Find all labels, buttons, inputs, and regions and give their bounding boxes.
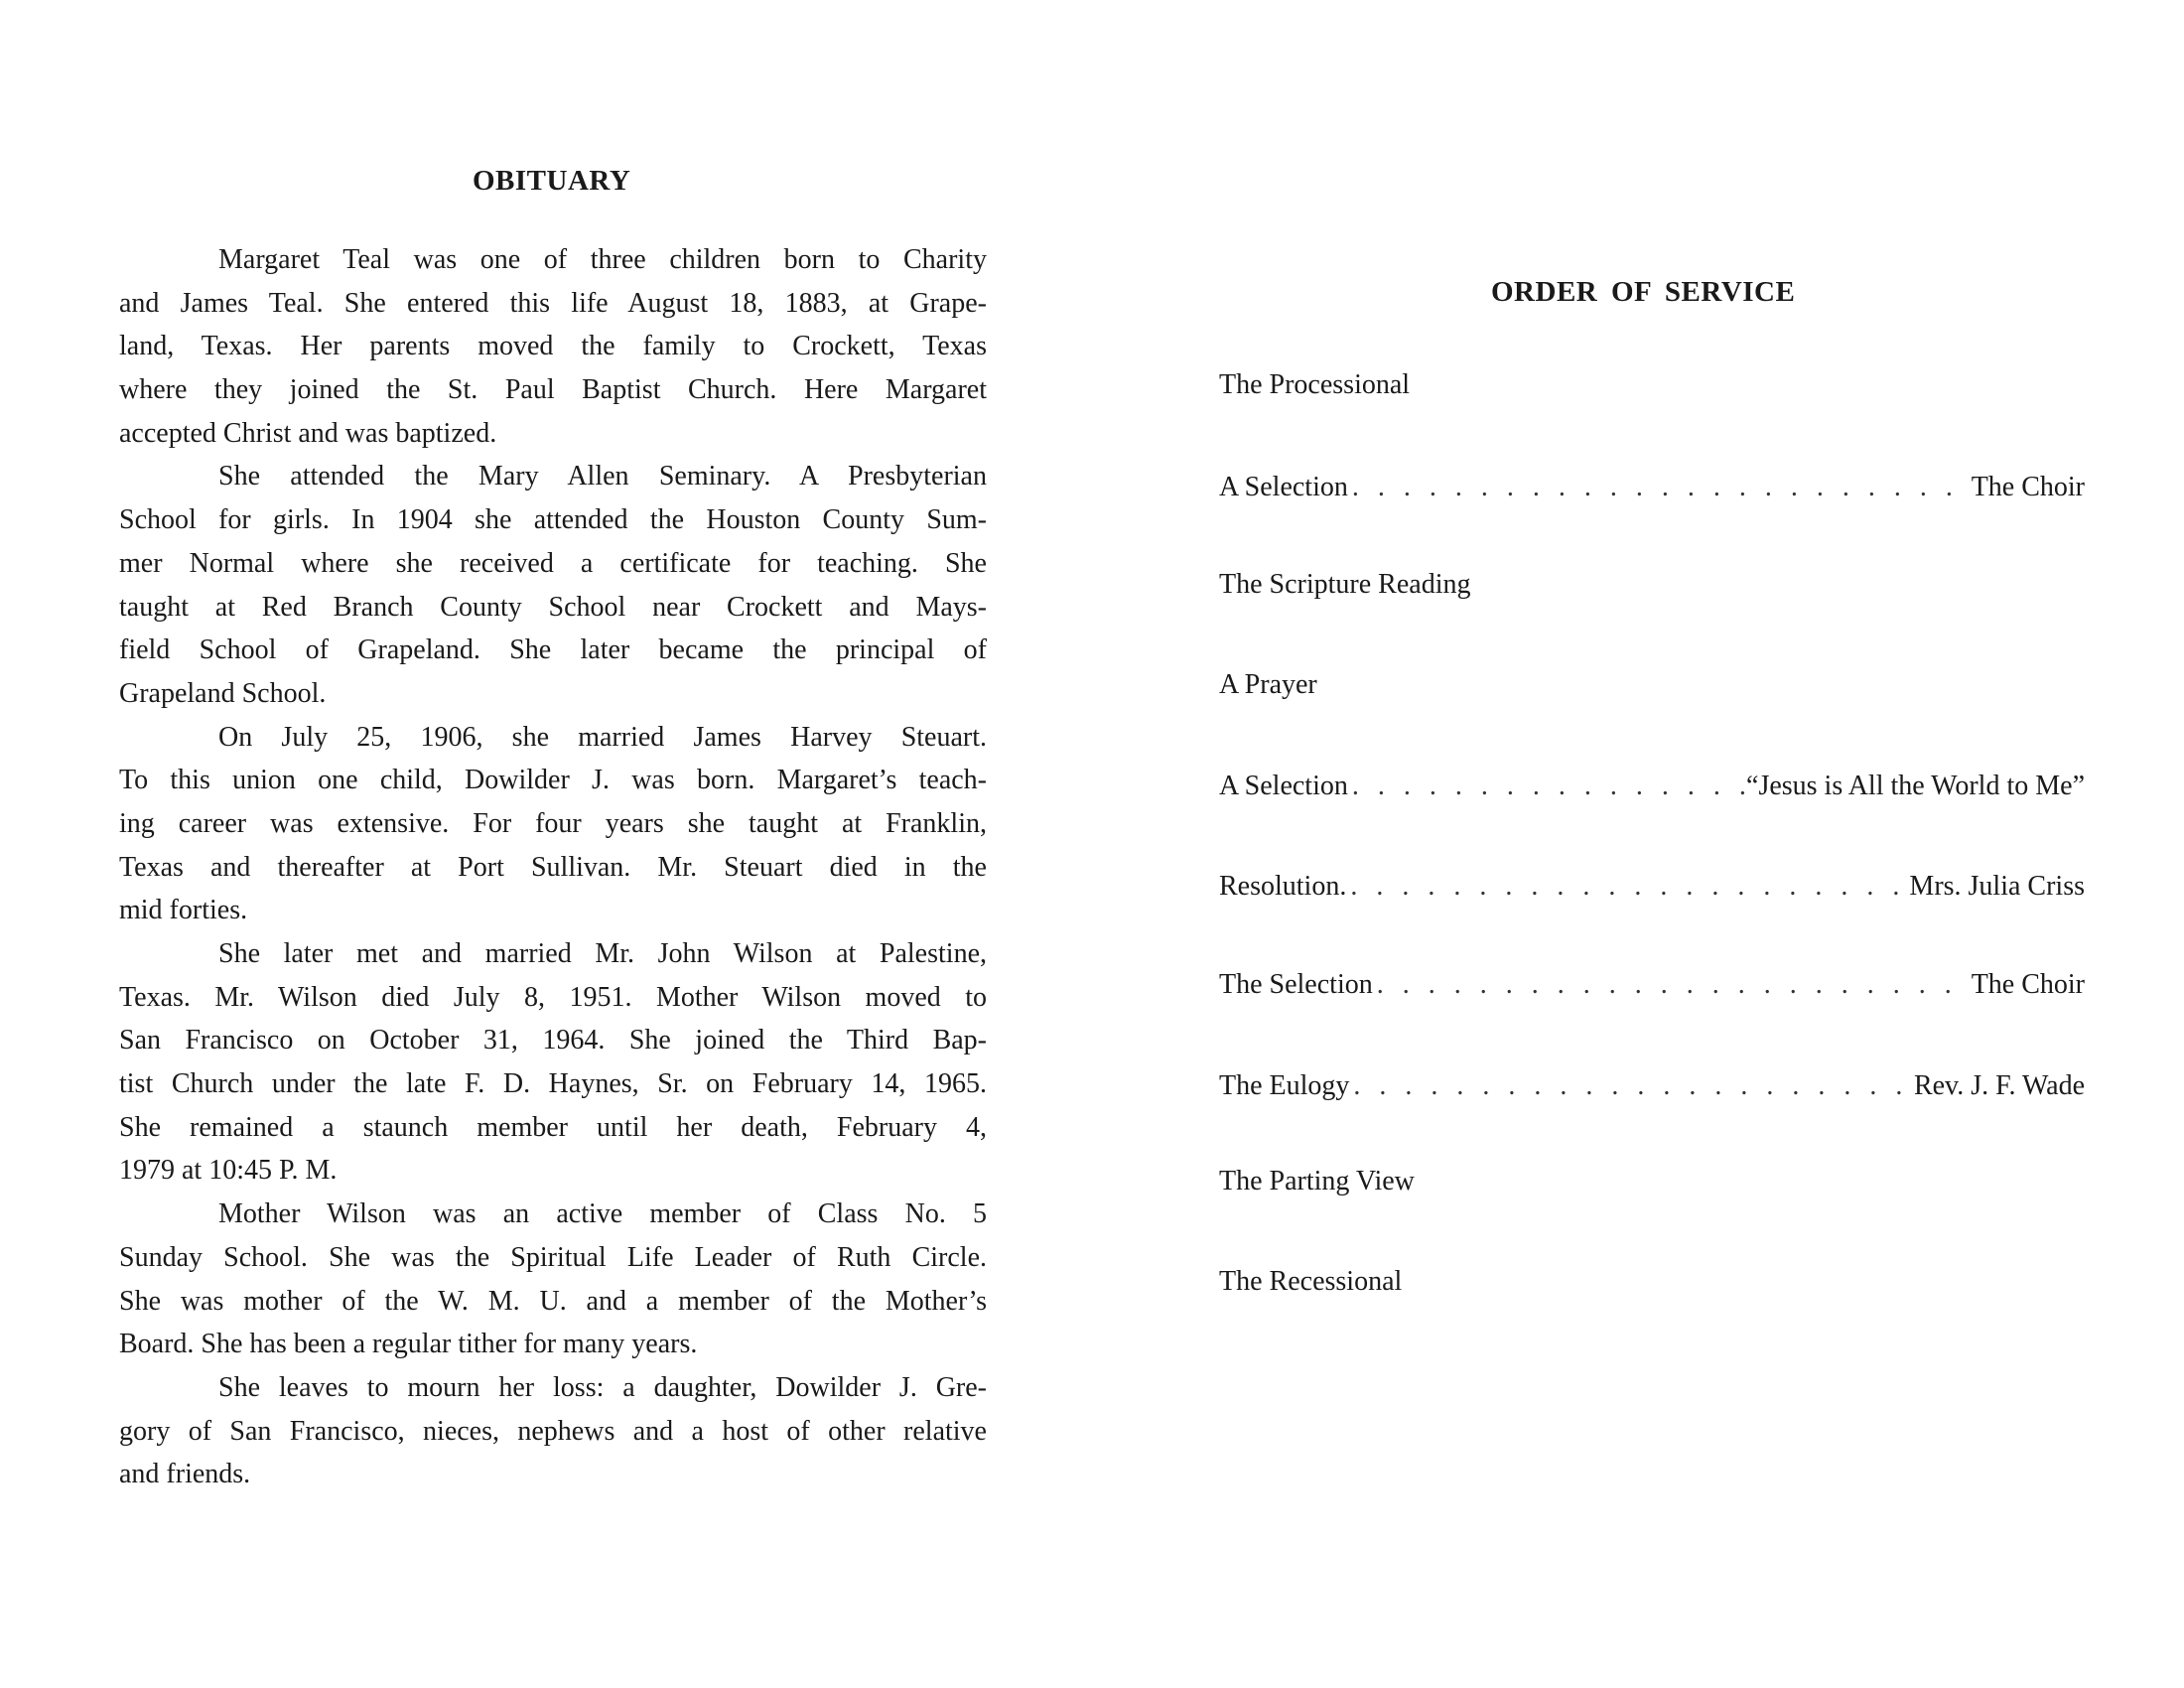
- obituary-line: Board. She has been a regular tither for many years.: [119, 1329, 698, 1360]
- obituary-line: 1979 at 10:45 P. M.: [119, 1155, 338, 1187]
- service-item-label: A Prayer: [1219, 669, 1317, 700]
- service-item-label: Resolution.: [1219, 871, 1347, 902]
- service-item: [1219, 771, 2085, 802]
- obituary-line: Mother Wilson was an active member of Class No. 5: [218, 1198, 987, 1230]
- obituary-line: and James Teal. She entered this life August 18, 1883, at Grape-: [119, 287, 987, 319]
- service-item-performer: “Jesus is All the World to Me”: [1746, 771, 2085, 801]
- service-item: [1219, 369, 2085, 401]
- obituary-line: taught at Red Branch County School near Crockett and Mays-: [119, 591, 987, 623]
- obituary-line: Texas. Mr. Wilson died July 8, 1951. Mother Wilson moved to: [119, 981, 987, 1013]
- order-of-service-title: ORDER OF SERVICE: [1491, 276, 1796, 308]
- service-item: [1219, 1070, 2085, 1102]
- obituary-line: mer Normal where she received a certificate for teaching. She: [119, 547, 987, 579]
- obituary-line: gory of San Francisco, nieces, nephews and a host of other relative: [119, 1415, 987, 1447]
- service-item-performer: The Choir: [1971, 472, 2085, 502]
- obituary-line: land, Texas. Her parents moved the family to Crockett, Texas: [119, 331, 987, 362]
- service-item-label: A Selection: [1219, 771, 1348, 801]
- service-item-label: The Selection: [1219, 969, 1373, 1000]
- dot-leader: [1349, 1070, 1914, 1102]
- obituary-line: Margaret Teal was one of three children born to Charity: [218, 244, 987, 275]
- service-item-label: The Recessional: [1219, 1266, 1403, 1297]
- obituary-line: Sunday School. She was the Spiritual Life Leader of Ruth Circle.: [119, 1241, 987, 1273]
- obituary-line: She leaves to mourn her loss: a daughter, Dowilder J. Gre-: [218, 1371, 987, 1403]
- service-item: [1219, 1166, 2085, 1197]
- obituary-line: She later met and married Mr. John Wilson at Palestine,: [218, 938, 987, 969]
- obituary-line: where they joined the St. Paul Baptist Church. Here Margaret: [119, 374, 987, 406]
- service-item-label: The Eulogy: [1219, 1070, 1350, 1101]
- service-item: [1219, 969, 2085, 1001]
- obituary-line: She remained a staunch member until her death, February 4,: [119, 1111, 987, 1143]
- service-item: [1219, 871, 2085, 903]
- dot-leader: [1348, 472, 1972, 503]
- service-item: [1219, 1266, 2085, 1298]
- obituary-line: field School of Grapeland. She later became the principal of: [119, 634, 987, 666]
- service-item-performer: Rev. J. F. Wade: [1913, 1070, 2085, 1101]
- obituary-body: [119, 238, 987, 1496]
- service-item-performer: The Choir: [1971, 969, 2085, 1000]
- dot-leader: [1346, 871, 1909, 903]
- obituary-line: tist Church under the late F. D. Haynes, Sr. on February 14, 1965.: [119, 1068, 987, 1100]
- obituary-line: She was mother of the W. M. U. and a member of the Mother’s: [119, 1285, 987, 1317]
- obituary-title: OBITUARY: [473, 165, 631, 197]
- service-item-label: A Selection: [1219, 472, 1348, 502]
- dot-leader: [1348, 771, 1746, 802]
- obituary-line: She attended the Mary Allen Seminary. A Presbyterian: [218, 461, 987, 492]
- obituary-line: Texas and thereafter at Port Sullivan. Mr. Steuart died in the: [119, 851, 987, 883]
- service-item: [1219, 569, 2085, 601]
- obituary-line: accepted Christ and was baptized.: [119, 417, 497, 449]
- obituary-line: San Francisco on October 31, 1964. She joined the Third Bap-: [119, 1025, 987, 1056]
- service-item-label: The Scripture Reading: [1219, 569, 1471, 600]
- service-item-performer: Mrs. Julia Criss: [1909, 871, 2085, 902]
- obituary-line: Grapeland School.: [119, 677, 327, 709]
- obituary-line: and friends.: [119, 1459, 251, 1490]
- obituary-line: To this union one child, Dowilder J. was born. Margaret’s teach-: [119, 765, 987, 796]
- obituary-line: School for girls. In 1904 she attended the Houston County Sum-: [119, 504, 987, 536]
- service-item: [1219, 472, 2085, 503]
- obituary-line: ing career was extensive. For four years she taught at Franklin,: [119, 807, 987, 839]
- service-item: [1219, 669, 2085, 701]
- service-item-label: The Processional: [1219, 369, 1411, 400]
- dot-leader: [1373, 969, 1972, 1001]
- order-of-service-page: [1092, 0, 2184, 1688]
- obituary-line: On July 25, 1906, she married James Harvey Steuart.: [218, 721, 987, 753]
- service-item-label: The Parting View: [1219, 1166, 1415, 1196]
- obituary-line: mid forties.: [119, 895, 248, 926]
